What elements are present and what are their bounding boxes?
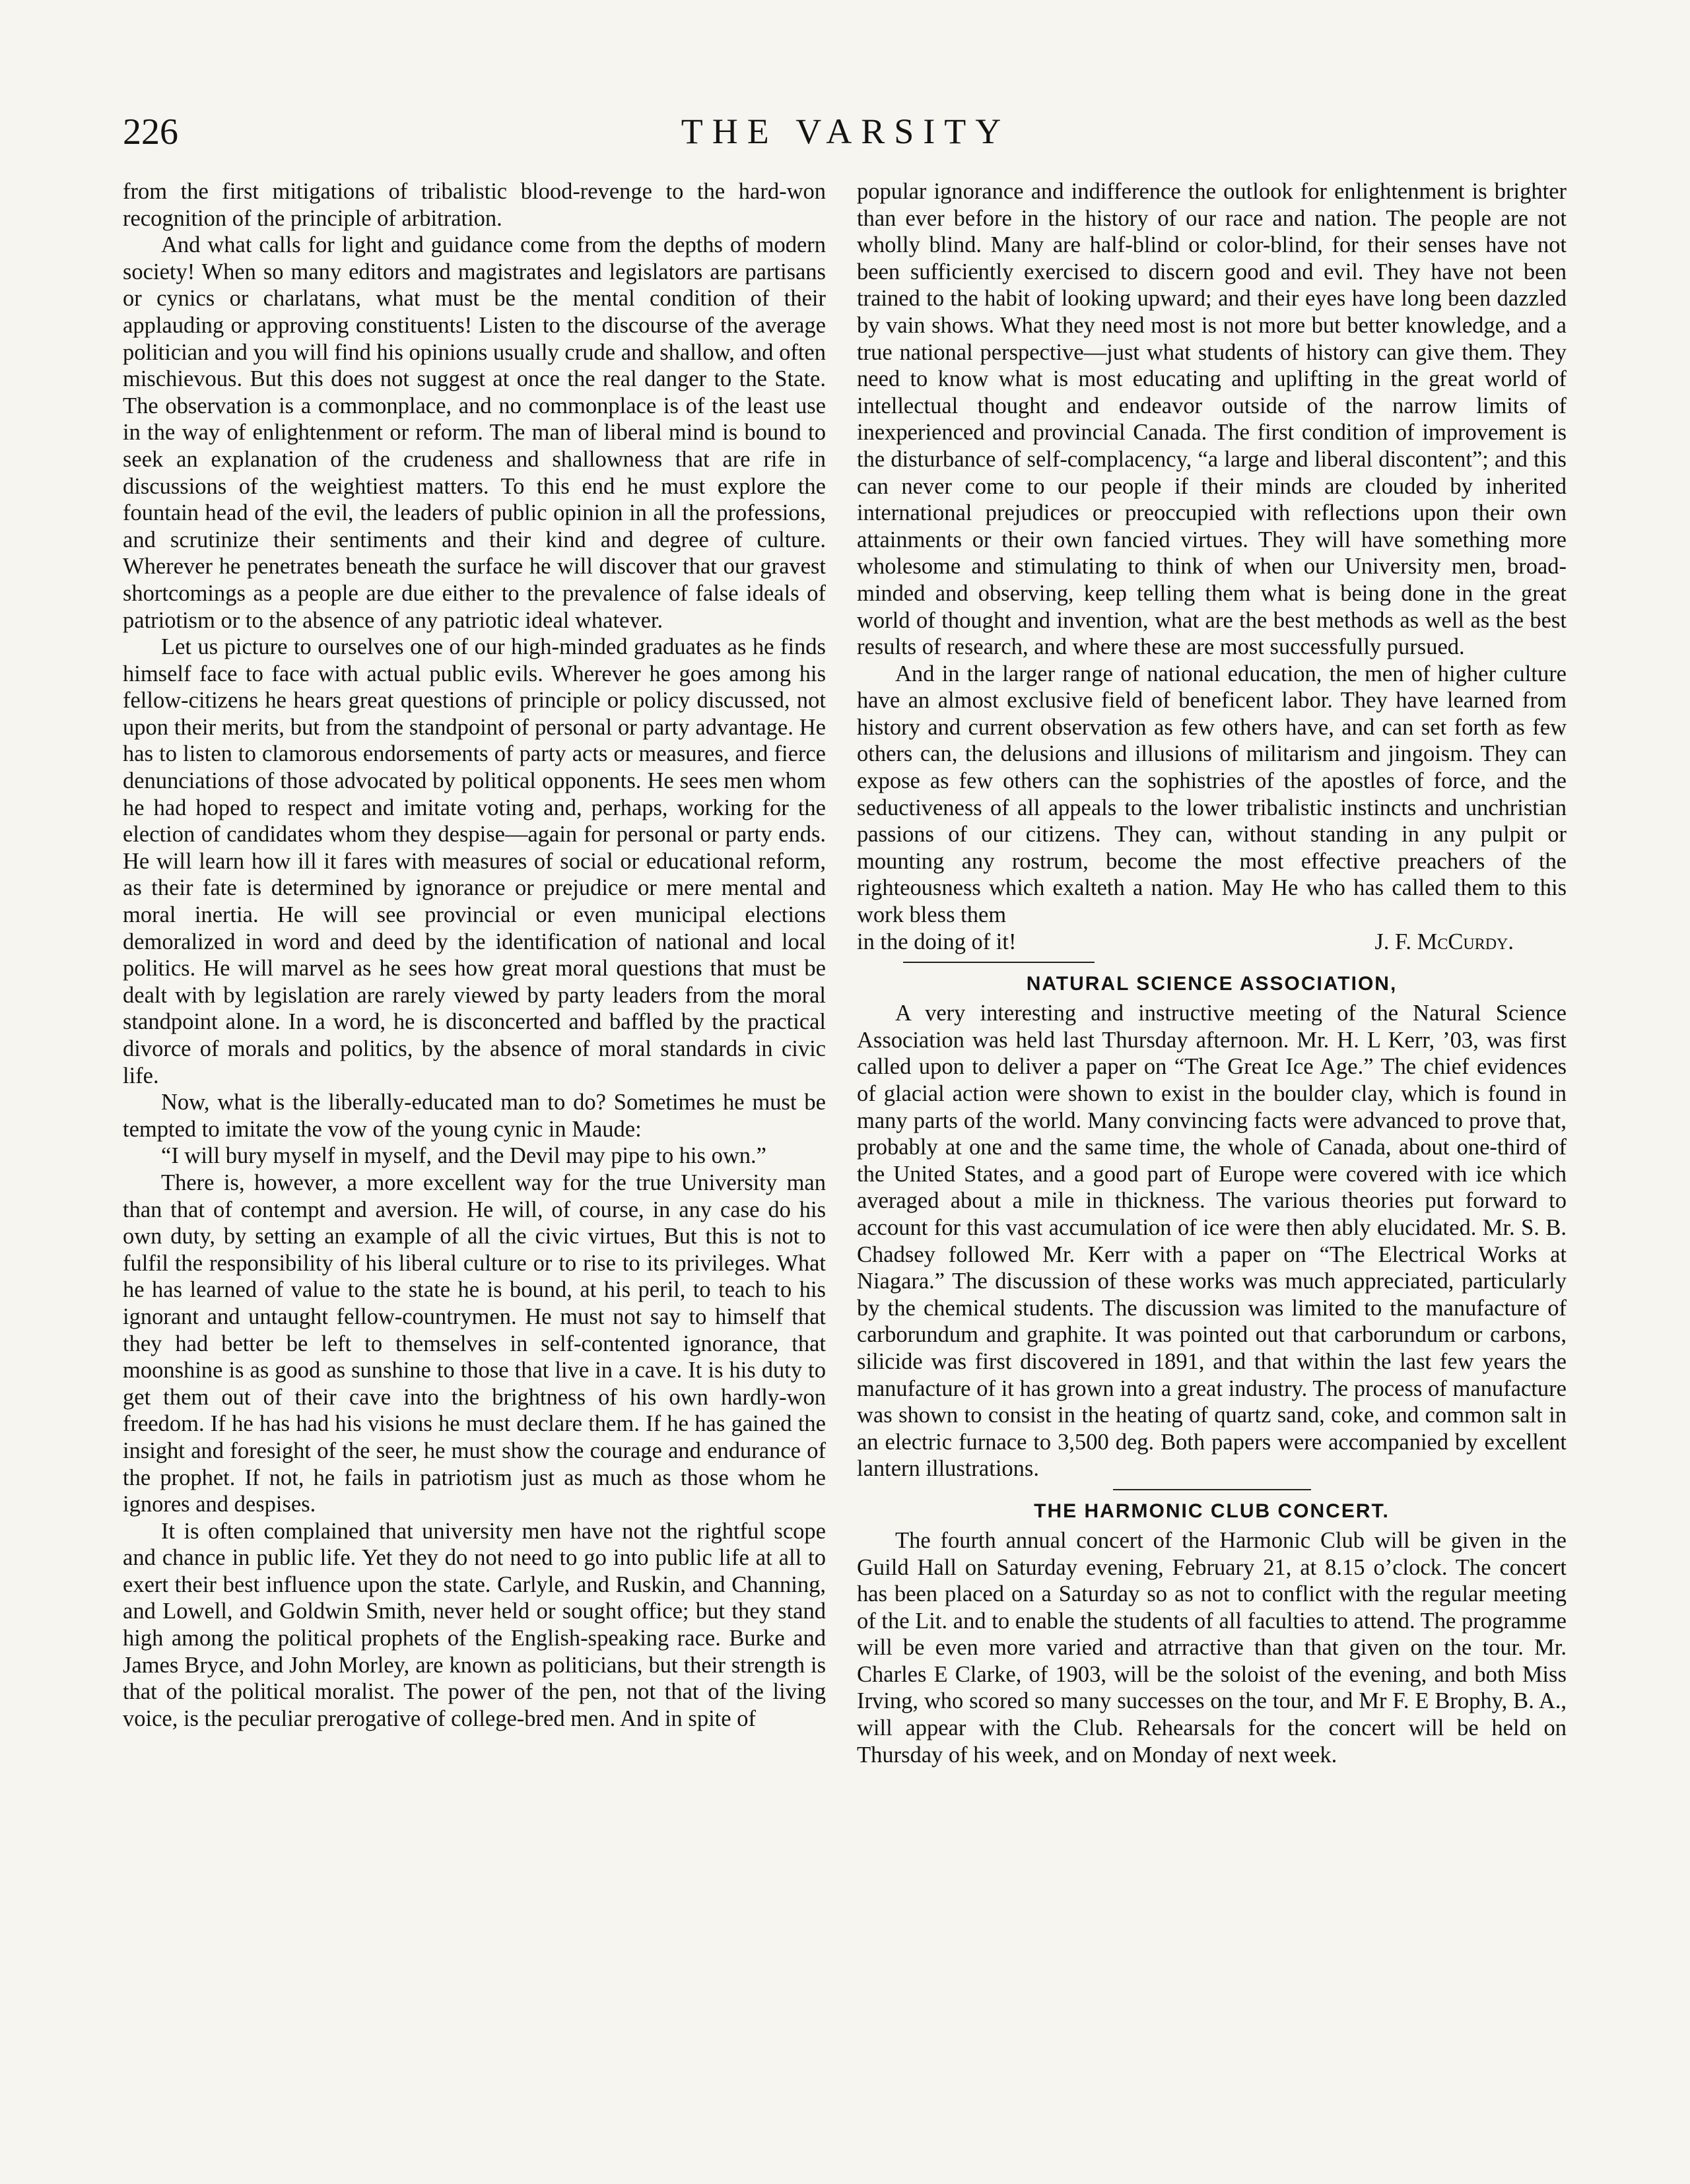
article-paragraph: Let us picture to ourselves one of our high-minded graduates as he finds himself face to face with actual public evils. Wherever he goes among his fellow-citizens he hears great questions of principle or policy discussed, not upon their merits, but from the standpoint of personal or party advantage. He has to listen to clamorous endorsements of party acts or measures, and fierce denunciations of those advocated by political opponents. He sees men whom he had hoped to respect and imitate voting and, perhaps, working for the election of candidates whom they despise—again for personal or party ends. He will learn how ill it fares with measures of social or educational reform, as their fate is determined by ignorance or prejudice or mere mental and moral inertia. He will see provincial or even municipal elections demoralized in word and deed by the identification of national and local politics. He will marvel as he sees how great moral questions that must be dealt with by legislation are rarely viewed by party leaders from the moral standpoint alone. In a word, he is disconcerted and baffled by the practical divorce of morals and politics, by the absence of moral standards in civic life.	[123, 634, 826, 1088]
article-paragraph: There is, however, a more excellent way for the true University man than that of contempt and aversion. He will, of course, in any case do his own duty, by setting an example of all the civic virtues, But this is not to fulfil the responsibility of his liberal culture or to rise to its privileges. What he has learned of value to the state he is bound, at his peril, to teach to his ignorant and untaught fellow-countrymen. He must not say to himself that they had better be left to themselves in self-contented ignorance, that moonshine is as good as sunshine to those that live in a cave. It is his duty to get them out of their cave into the brightness of his own hardly-won freedom. If he has had his visions he must declare them. If he has gained the insight and foresight of the seer, he must show the courage and endurance of the prophet. If not, he fails in patriotism just as much as those whom he ignores and despises.	[123, 1170, 826, 1517]
article-paragraph: And in the larger range of national education, the men of higher culture have an almost exclusive field of beneficent labor. They have learned from history and current observation as few others have, and can set forth as few others can, the delusions and illusions of militarism and jingoism. They can expose as few others can the sophistries of the apostles of force, and the seductiveness of all appeals to the lower tribalistic instincts and unchristian passions of our citizens. They can, without standing in any pulpit or mounting any rostrum, become the most effective preachers of the righteousness which exalteth a nation. May He who has called them to this work bless them	[857, 661, 1567, 928]
left-column	[123, 178, 826, 1732]
article-paragraph: And what calls for light and guidance come from the depths of modern society! When so many editors and magistrates and legislators are partisans or cynics or charlatans, what must be the mental condition of their applauding or approving constituents! Listen to the discourse of the average politician and you will find his opinions usually crude and shallow, and often mischievous. But this does not suggest at once the real danger to the State. The observation is a commonplace, and no commonplace is of the least use in the way of enlightenment or reform. The man of liberal mind is bound to seek an explanation of the crudeness and shallowness that are rife in discussions of the weightiest matters. To this end he must explore the fountain head of the evil, the leaders of public opinion in all the professions, and scrutinize their sentiments and their kind and degree of culture. Wherever he penetrates beneath the surface he will discover that our gravest shortcomings as a people are due either to the prevalence of false ideals of patriotism or to the absence of any patriotic ideal whatever.	[123, 232, 826, 633]
right-column	[857, 178, 1567, 1768]
article-paragraph: It is often complained that university men have not the rightful scope and chance in public life. Yet they do not need to go into public life at all to exert their best influence upon the state. Carlyle, and Ruskin, and Channing, and Lowell, and Goldwin Smith, never held or sought office; but they stand high among the political prophets of the English-speaking race. Burke and James Bryce, and John Morley, are known as politicians, but their strength is that of the political moralist. The power of the pen, not that of the living voice, is the peculiar prerogative of college-bred men. And in spite of	[123, 1518, 826, 1731]
section-divider	[1113, 1489, 1311, 1490]
article-signature-line	[857, 929, 1567, 956]
article-paragraph: from the first mitigations of tribalistic blood-revenge to the hard-won recognition of the principle of arbitration.	[123, 179, 826, 231]
harmonic-club-paragraph: The fourth annual concert of the Harmonic Club will be given in the Guild Hall on Saturday evening, February 21, at 8.15 o’clock. The concert has been placed on a Saturday so as not to conflict with the regular meeting of the Lit. and to enable the students of all faculties to attend. The programme will be even more varied and atrractive than that given on the tour. Mr. Charles E Clarke, of 1903, will be the soloist of the evening, and both Miss Irving, who scored so many successes on the tour, and Mr F. E Brophy, B. A., will appear with the Club. Rehearsals for the concert will be held on Thursday of his week, and on Monday of next week.	[857, 1527, 1567, 1768]
section-divider	[903, 962, 1095, 963]
article-paragraph: Now, what is the liberally-educated man to do? Sometimes he must be tempted to imitate the vow of the young cynic in Maude:	[123, 1090, 826, 1142]
author-signature: J. F. McCurdy.	[1374, 929, 1514, 954]
page-number: 226	[123, 112, 178, 152]
masthead-title: THE VARSITY	[681, 112, 1011, 151]
natural-science-paragraph: A very interesting and instructive meeting of the Natural Science Association was held last Thursday afternoon. Mr. H. L Kerr, ’03, was first called upon to deliver a paper on “The Great Ice Age.” The chief evidences of glacial action were shown to exist in the boulder clay, which is found in many parts of the world. Many convincing facts were advanced to prove that, probably at one and the same time, the whole of Canada, about one-third of the United States, and a good part of Europe were covered with ice which averaged about a mile in thickness. The various theories put forward to account for this vast accumulation of ice were then ably elucidated. Mr. S. B. Chadsey followed Mr. Kerr with a paper on “The Electrical Works at Niagara.” The discussion of these works was much appreciated, particularly by the chemical students. The discussion was limited to the manufacture of carborundum and graphite. It was pointed out that carborundum or carbons, silicide was first discovered in 1891, and that within the last few years the manufacture of it has grown into a great industry. The process of manufacture was shown to consist in the heating of quartz sand, coke, and common salt in an electric furnace to 3,500 deg. Both papers were accompanied by excellent lantern illustrations.	[857, 1001, 1567, 1482]
closing-line: in the doing of it!	[857, 929, 1017, 954]
page-header	[123, 111, 1569, 164]
quoted-verse: “I will bury myself in myself, and the Devil may pipe to his own.”	[161, 1143, 766, 1169]
section-heading-natural-science: NATURAL SCIENCE ASSOCIATION,	[1026, 973, 1398, 995]
section-heading-harmonic-club: THE HARMONIC CLUB CONCERT.	[1034, 1500, 1390, 1522]
article-paragraph: popular ignorance and indifference the outlook for enlightenment is brighter than ever before in the history of our race and nation. The people are not wholly blind. Many are half-blind or color-blind, for their senses have not been sufficiently exercised to discern good and evil. They have not been trained to the habit of looking upward; and their eyes have long been dazzled by vain shows. What they need most is not more but better knowledge, and a true national perspective—just what students of history can give them. They need to know what is most educating and uplifting in the great world of intellectual thought and endeavor outside of the narrow limits of inexperienced and provincial Canada. The first condition of improvement is the disturbance of self-complacency, “a large and liberal discontent”; and this can never come to our people if their minds are clouded by inherited international prejudices or preoccupied with reflections upon their own attainments or their own fancied virtues. They will have something more wholesome and stimulating to think of when our University men, broad-minded and observing, keep telling them what is being done in the great world of thought and invention, what are the best methods as well as the best results of research, and where these are most successfully pursued.	[857, 179, 1567, 660]
